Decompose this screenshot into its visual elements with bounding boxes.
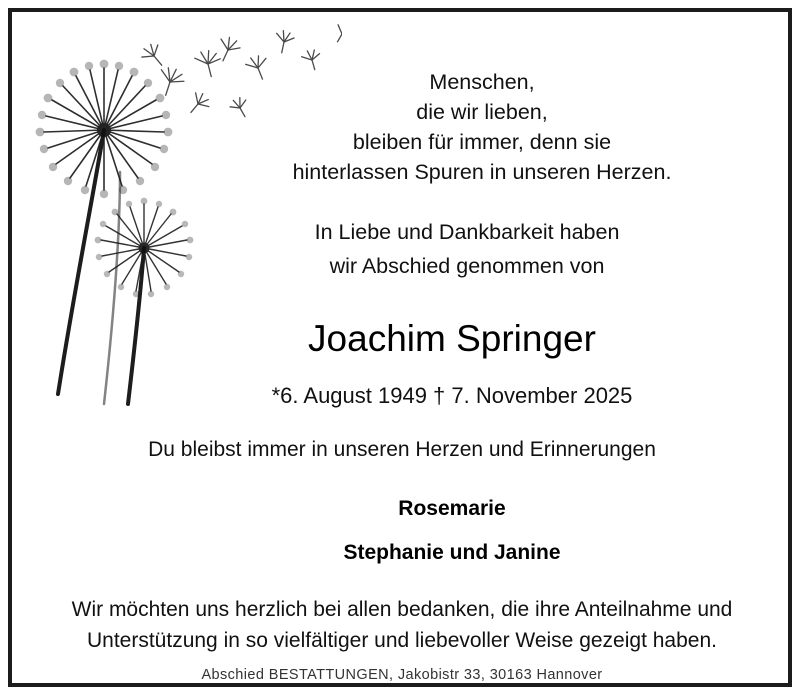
intro-block [162,215,772,283]
poem-block [192,67,772,187]
poem-line-2: die wir lieben, [416,100,548,124]
thanks-line-2: Unterstützung in so vielfältiger und liebevoller Weise gezeigt haben. [87,629,717,652]
thanks-line-1: Wir möchten uns herzlich bei allen bedanken, die ihre Anteilnahme und [71,598,733,621]
poem-line-1: Menschen, [429,70,535,94]
life-dates: *6. August 1949 † 7. November 2025 [271,383,633,408]
poem-line-4: hinterlassen Spuren in unseren Herzen. [292,160,672,184]
survivors-block [132,487,772,575]
survivor-line-2: Stephanie und Janine [343,541,561,564]
deceased-name: Joachim Springer [308,318,596,359]
memory-line: Du bleibst immer in unseren Herzen und Erinnerungen [148,438,656,461]
obituary-content [12,12,788,683]
poem-line-3: bleiben für immer, denn sie [352,130,612,154]
intro-line-2: wir Abschied genommen von [329,254,605,278]
funeral-home-footer: Abschied BESTATTUNGEN, Jakobistr 33, 30163 Hannover [201,667,603,683]
thanks-block [26,594,778,656]
obituary-frame [8,8,792,687]
intro-line-1: In Liebe und Dankbarkeit haben [314,220,620,244]
survivor-line-1: Rosemarie [398,497,506,520]
